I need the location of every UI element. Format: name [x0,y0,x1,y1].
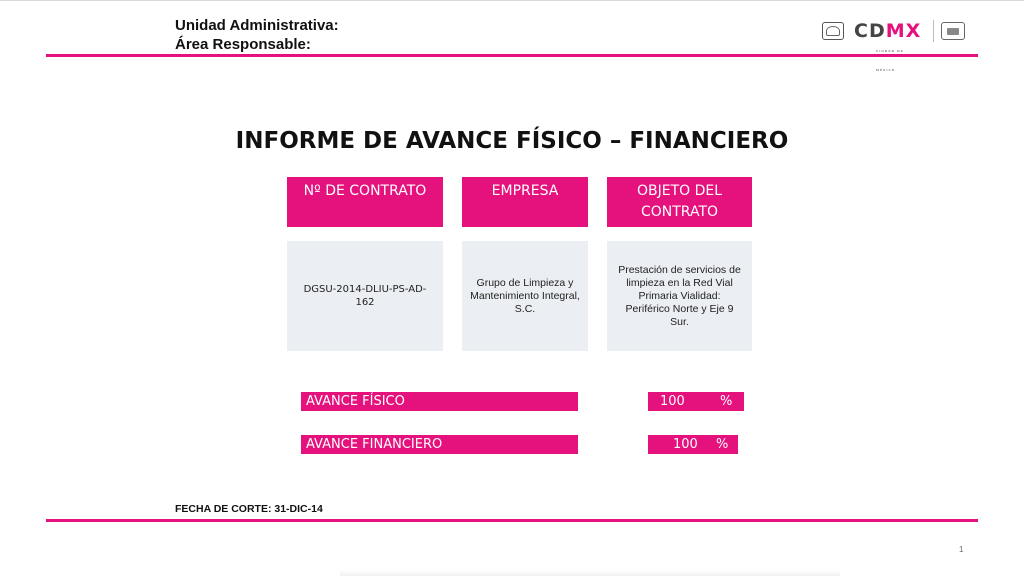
government-seal-icon [822,22,844,40]
avance-financiero-value [648,435,738,454]
cdmx-logo: CDMX CIUDAD DE MÉXICO [854,22,921,41]
header-empresa: EMPRESA [462,177,588,227]
logo-divider [933,20,934,42]
unidad-administrativa-label: Unidad Administrativa: [175,17,339,34]
avance-fisico-number: 100 [660,394,685,409]
page-title: INFORME DE AVANCE FÍSICO – FINANCIERO [235,128,789,154]
cdmx-logo-subtitle: CIUDAD DE MÉXICO [876,48,904,72]
header-contrato: Nº DE CONTRATO [287,177,443,227]
avance-fisico-value [648,392,744,411]
header-divider [46,54,978,57]
cell-empresa: Grupo de Limpieza y Mantenimiento Integral, S.C. [462,241,588,351]
header-logos [822,18,965,72]
agency-badge-icon [941,22,965,40]
cell-contrato: DGSU-2014-DLIU-PS-AD-162 [287,241,443,351]
avance-fisico-unit: % [720,394,733,409]
avance-financiero-unit: % [716,437,729,452]
avance-financiero-number: 100 [673,437,698,452]
bottom-shadow [340,570,840,576]
avance-financiero-label: AVANCE FINANCIERO [301,435,578,454]
header-objeto: OBJETO DEL CONTRATO [607,177,752,227]
cell-objeto: Prestación de servicios de limpieza en la Red Vial Primaria Vialidad: Periférico Norte y Eje 9 Sur. [607,241,752,351]
footer-divider [46,519,978,522]
fecha-de-corte: FECHA DE CORTE: 31-DIC-14 [175,503,323,515]
area-responsable-label: Área Responsable: [175,36,311,53]
avance-fisico-label: AVANCE FÍSICO [301,392,578,411]
page-number: 1 [959,545,964,554]
top-border [0,0,1024,1]
